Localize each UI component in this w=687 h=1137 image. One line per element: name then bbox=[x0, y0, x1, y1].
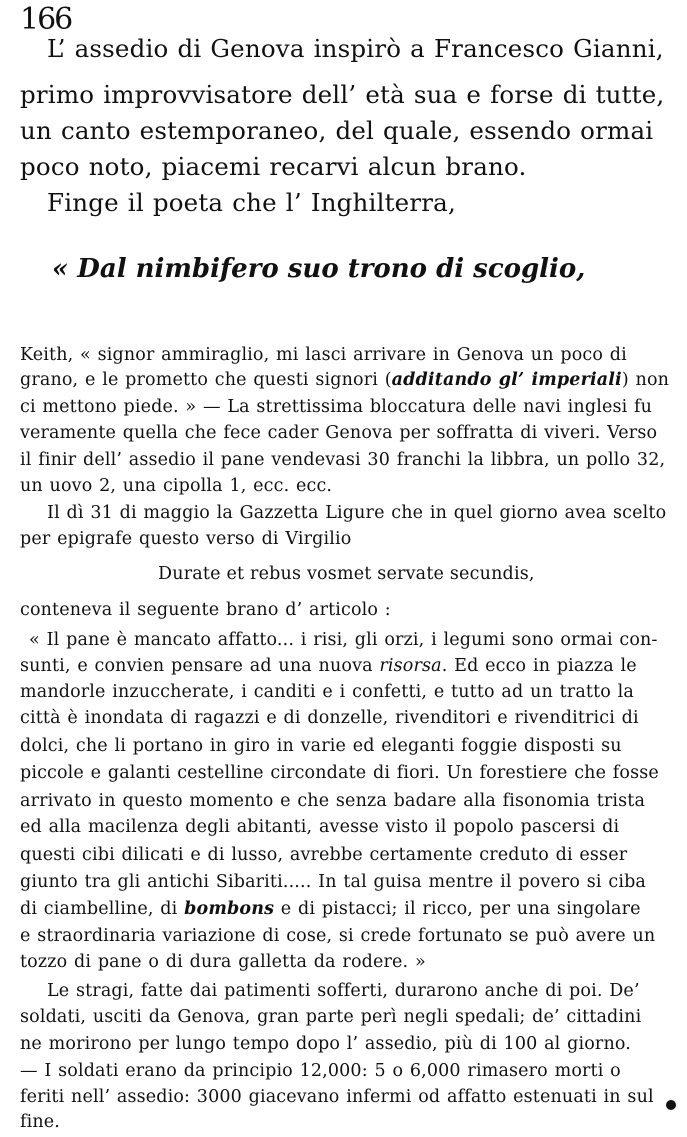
main-text-line: L’ assedio di Genova inspirò a Francesco Gianni, bbox=[47, 34, 664, 63]
note-line bbox=[47, 981, 640, 1001]
note-line bbox=[47, 503, 666, 523]
note-line bbox=[20, 529, 351, 549]
note-text: ed alla macilenza degli abitanti, avesse visto il popolo pascersi di bbox=[20, 817, 620, 837]
note-text: « Il pane è mancato affatto... i risi, gli orzi, i legumi sono ormai con- bbox=[29, 630, 658, 650]
note-text: questi cibi dilicati e di lusso, avrebbe certamente creduto di esser bbox=[20, 845, 628, 865]
note-line bbox=[29, 630, 658, 650]
note-text: città è inondata di ragazzi e di donzelle, rivenditori e rivenditrici di bbox=[20, 708, 639, 728]
note-line bbox=[20, 926, 655, 946]
note-emphasis: risorsa bbox=[379, 656, 442, 676]
note-line bbox=[20, 872, 646, 892]
note-line bbox=[20, 1112, 60, 1132]
note-line bbox=[20, 1087, 654, 1107]
poem-line: « Dal nimbifero suo trono di scoglio, bbox=[52, 254, 586, 284]
note-line bbox=[20, 736, 622, 756]
note-text: un uovo 2, una cipolla 1, ecc. ecc. bbox=[20, 476, 333, 496]
note-line bbox=[20, 1061, 621, 1081]
page-number: 166 bbox=[20, 2, 72, 37]
note-text: ci mettono piede. » — La strettissima bloccatura delle navi inglesi fu bbox=[20, 397, 653, 417]
note-line bbox=[20, 656, 637, 676]
main-text-line: Finge il poeta che l’ Inghilterra, bbox=[47, 188, 456, 217]
note-line bbox=[20, 682, 634, 702]
note-line bbox=[20, 397, 652, 417]
note-text: fine. bbox=[20, 1112, 61, 1132]
note-text: grano, e le prometto che questi signori ( bbox=[20, 370, 392, 390]
note-text: sunti, e convien pensare ad una nuova bbox=[20, 656, 380, 676]
note-line bbox=[20, 845, 627, 865]
note-text: piccole e galanti cestelline circondate di fiori. Un forestiere che fosse bbox=[20, 763, 659, 783]
note-text: e straordinaria variazione di cose, si crede fortunato se può avere un bbox=[20, 926, 656, 946]
note-line bbox=[20, 423, 657, 443]
note-text: Keith, « signor ammiraglio, mi lasci arrivare in Genova un poco di bbox=[20, 345, 627, 365]
note-text: — I soldati erano da principio 12,000: 5 o 6,000 rimasero morti o bbox=[20, 1061, 621, 1081]
quoted-verse: Durate et rebus vosmet servate secundis, bbox=[158, 564, 535, 584]
note-text: conteneva il seguente brano d’ articolo : bbox=[20, 600, 391, 620]
note-text: di ciambelline, di bbox=[20, 899, 185, 919]
note-line bbox=[20, 791, 645, 811]
note-line bbox=[20, 370, 669, 390]
note-line bbox=[20, 952, 426, 972]
note-line bbox=[20, 1007, 641, 1027]
note-emphasis: additando gl’ imperiali bbox=[391, 370, 622, 390]
note-text: il finir dell’ assedio il pane vendevasi 30 franchi la libbra, un pollo 32, bbox=[20, 450, 666, 470]
note-text: soldati, usciti da Genova, gran parte perì negli spedali; de’ cittadini bbox=[20, 1007, 642, 1027]
note-line bbox=[20, 817, 619, 837]
note-text: tozzo di pane o di dura galletta da rodere. » bbox=[20, 952, 426, 972]
main-text-line: un canto estemporaneo, del quale, essendo ormai bbox=[20, 116, 654, 145]
note-text: giunto tra gli antichi Sibariti..... In tal guisa mentre il povero si ciba bbox=[20, 872, 647, 892]
note-line bbox=[20, 345, 627, 365]
main-text-line: poco noto, piacemi recarvi alcun brano. bbox=[20, 152, 527, 181]
note-line bbox=[20, 763, 659, 783]
note-text: ) non bbox=[621, 370, 670, 390]
note-text: dolci, che li portano in giro in varie ed eleganti foggie disposti su bbox=[20, 736, 622, 756]
note-text: per epigrafe questo verso di Virgilio bbox=[20, 529, 352, 549]
note-line bbox=[20, 708, 639, 728]
ink-spot bbox=[666, 1100, 676, 1110]
note-emphasis: bombons bbox=[184, 899, 275, 919]
note-text: feriti nell’ assedio: 3000 giacevano infermi od affatto estenuati in sul bbox=[20, 1087, 654, 1107]
note-line bbox=[20, 476, 332, 496]
note-text: veramente quella che fece cader Genova per soffratta di viveri. Verso bbox=[20, 423, 658, 443]
note-text: Il dì 31 di maggio la Gazzetta Ligure che in quel giorno avea scelto bbox=[47, 503, 667, 523]
note-text: arrivato in questo momento e che senza badare alla fisonomia trista bbox=[20, 791, 646, 811]
note-line bbox=[20, 1034, 631, 1054]
note-text: ne morirono per lungo tempo dopo l’ assedio, più di 100 al giorno. bbox=[20, 1034, 631, 1054]
main-text-line: primo improvvisatore dell’ età sua e forse di tutte, bbox=[20, 80, 665, 109]
note-line bbox=[20, 600, 391, 620]
note-text: mandorle inzuccherate, i canditi e i confetti, e tutto ad un tratto la bbox=[20, 682, 634, 702]
note-text: e di pistacci; il ricco, per una singolare bbox=[274, 899, 641, 919]
note-line bbox=[20, 899, 641, 919]
note-text: . Ed ecco in piazza le bbox=[441, 656, 637, 676]
note-text: Le stragi, fatte dai patimenti sofferti, durarono anche di poi. De’ bbox=[47, 981, 640, 1001]
note-line bbox=[20, 450, 665, 470]
